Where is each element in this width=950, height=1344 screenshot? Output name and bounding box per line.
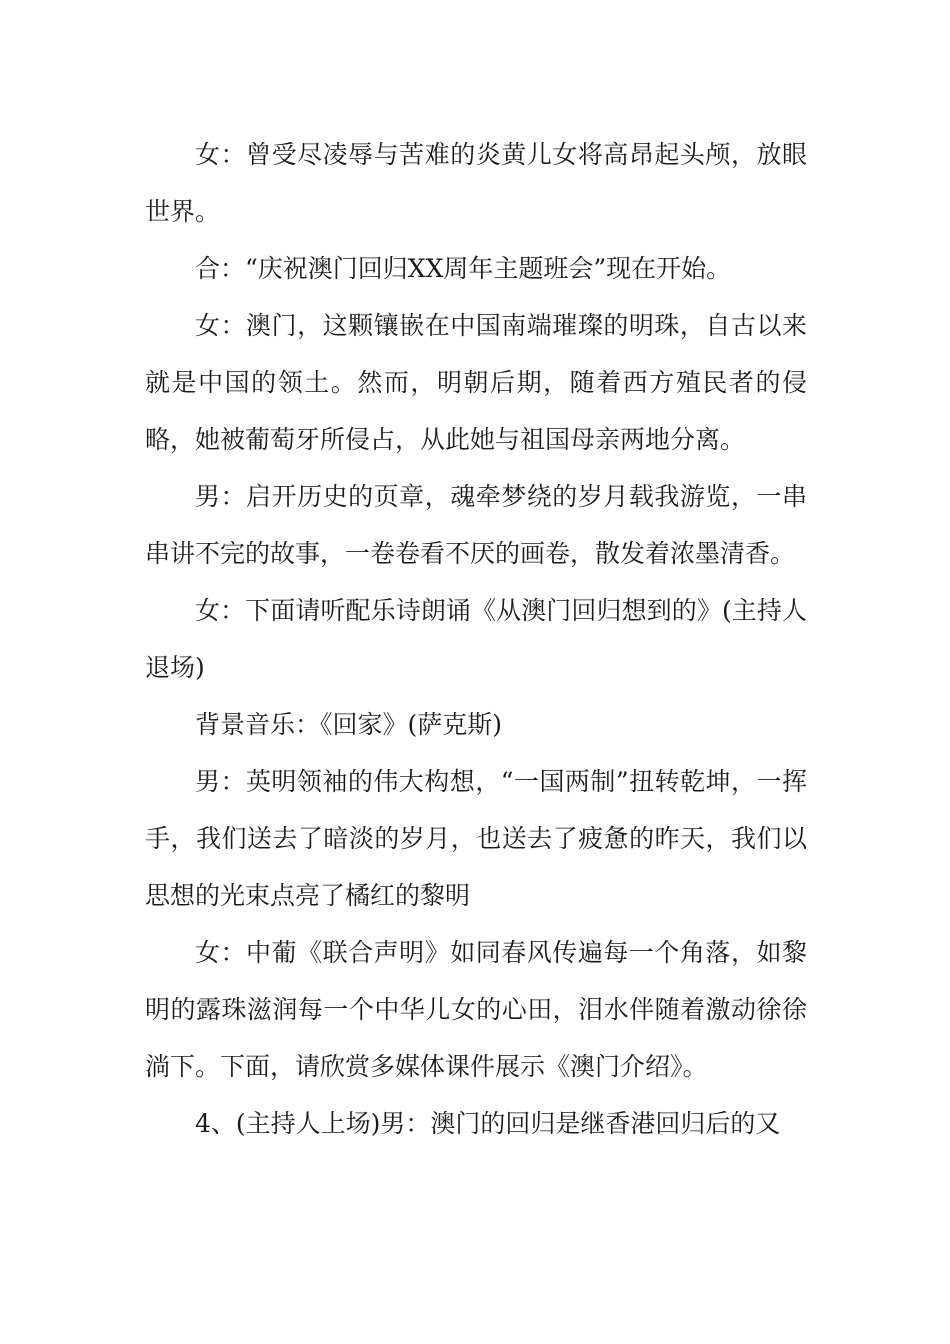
paragraph-4: 男：启开历史的页章，魂牵梦绕的岁月载我游览，一串串讲不完的故事，一卷卷看不厌的画卷，散发着浓墨清香。 [145,482,807,568]
paragraph-8: 女：中葡《联合声明》如同春风传遍每一个角落，如黎明的露珠滋润每一个中华儿女的心田，泪水伴随着激动徐徐淌下。下面，请欣赏多媒体课件展示《澳门介绍》。 [145,938,807,1081]
paragraph-6: 背景音乐：《回家》(萨克斯) [195,710,503,739]
paragraph-7: 男：英明领袖的伟大构想，“一国两制”扭转乾坤，一挥手，我们送去了暗淡的岁月，也送去了疲惫的昨天，我们以思想的光束点亮了橘红的黎明 [145,767,807,910]
paragraph-5: 女：下面请听配乐诗朗诵《从澳门回归想到的》(主持人退场) [145,596,807,682]
paragraph-2: 合：“庆祝澳门回归XX周年主题班会”现在开始。 [195,254,732,283]
paragraph-3: 女：澳门，这颗镶嵌在中国南端璀璨的明珠，自古以来就是中国的领土。然而，明朝后期，随着西方殖民者的侵略，她被葡萄牙所侵占，从此她与祖国母亲两地分离。 [145,311,807,454]
document-body [145,126,807,1152]
paragraph-1: 女：曾受尽凌辱与苦难的炎黄儿女将高昂起头颅，放眼世界。 [145,140,807,226]
paragraph-9: 4、(主持人上场)男：澳门的回归是继香港回归后的又 [195,1109,781,1138]
